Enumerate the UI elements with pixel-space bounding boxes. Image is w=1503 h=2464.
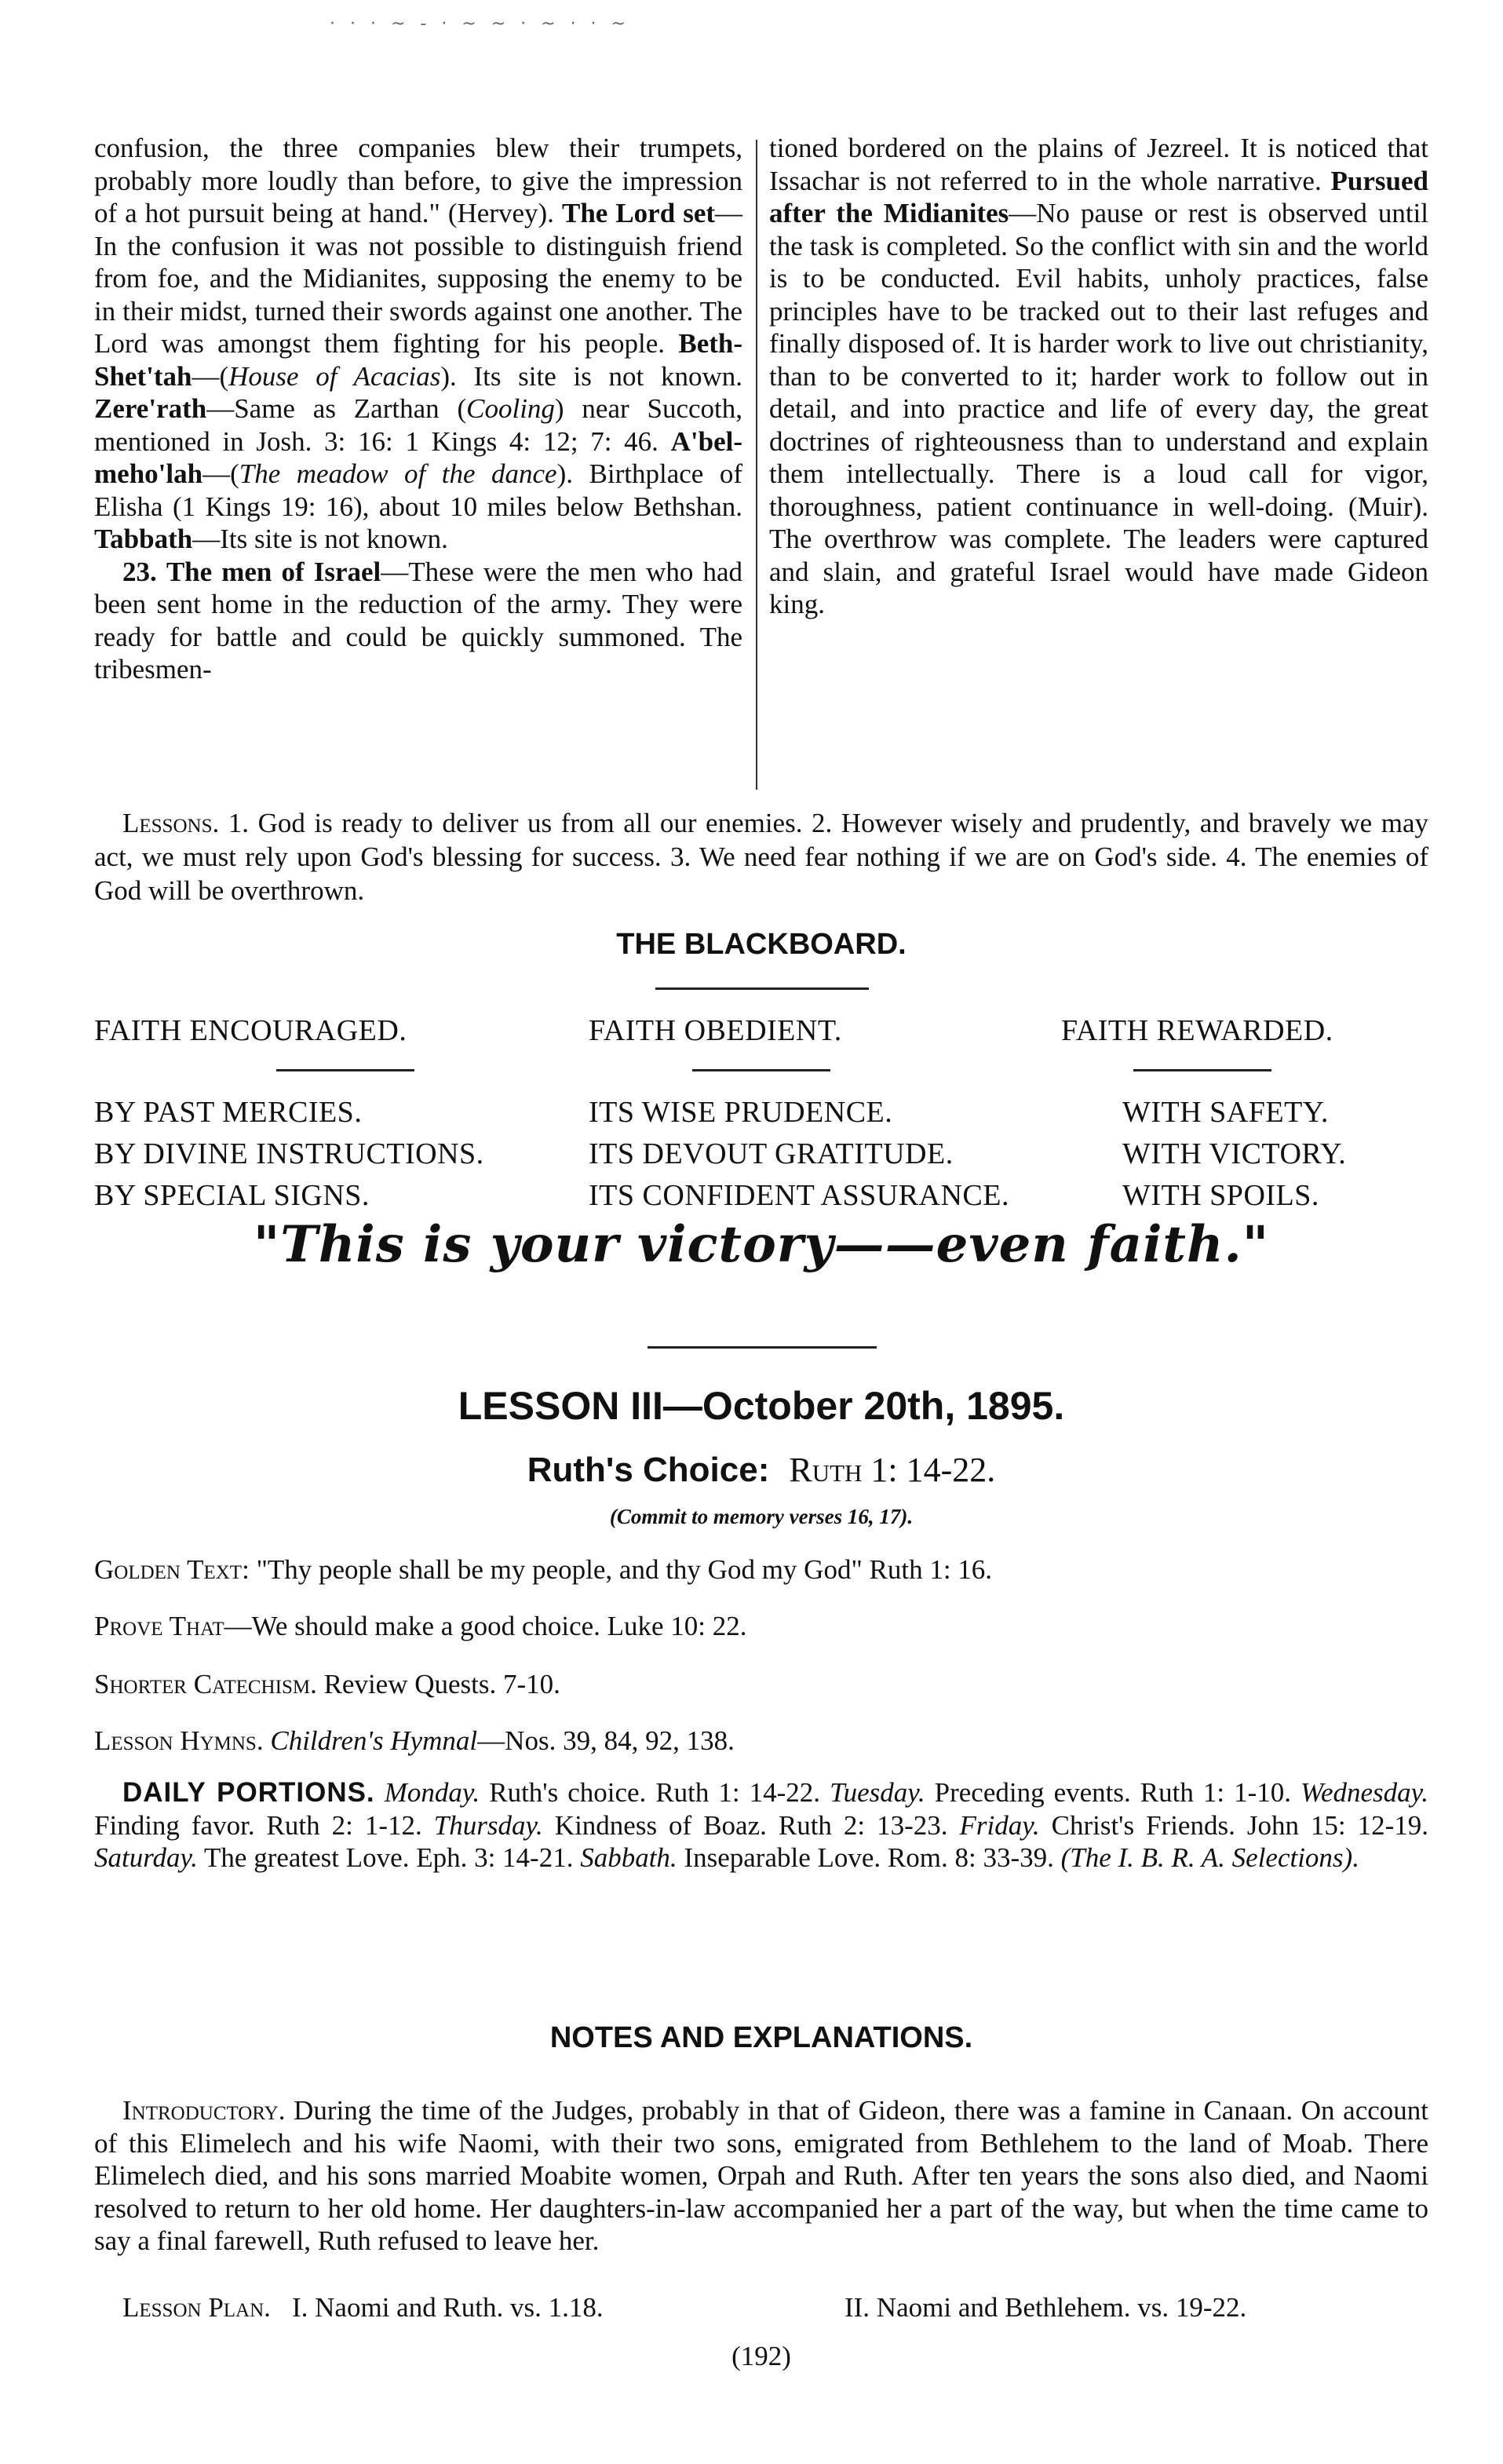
text-run: —These were the men who had been sent home in the reduction of the army. They were ready for battle and could be quickly summoned. The tribesmen- xyxy=(94,556,742,684)
golden-text xyxy=(94,1553,1428,1587)
gloss: The meadow of the dance xyxy=(239,458,557,489)
text-run: —Same as Zarthan ( xyxy=(206,393,467,424)
text-run: ). Its site is not known. xyxy=(440,360,742,392)
left-column xyxy=(94,132,742,686)
golden-text-label: Golden Text: xyxy=(94,1554,250,1585)
text-run: —( xyxy=(202,458,239,489)
catechism-value: Review Quests. 7-10. xyxy=(323,1669,560,1699)
selection-source: (The I. B. R. A. Selections). xyxy=(1060,1842,1359,1873)
blackboard-title: THE BLACKBOARD. xyxy=(616,928,907,961)
blackboard-cell: BY SPECIAL SIGNS. xyxy=(94,1179,370,1212)
hymnal-title: Children's Hymnal xyxy=(270,1725,478,1756)
blackboard-header: FAITH ENCOURAGED. xyxy=(94,1014,407,1047)
day-reading: Inseparable Love. Rom. 8: 33-39. xyxy=(684,1842,1054,1873)
catechism-label: Shorter Catechism. xyxy=(94,1669,317,1699)
daily-portions-label: DAILY PORTIONS. xyxy=(122,1777,375,1808)
right-column-text xyxy=(769,132,1428,621)
day-reading: The greatest Love. Eph. 3: 14-21. xyxy=(204,1842,574,1873)
hymns-numbers: —Nos. 39, 84, 92, 138. xyxy=(477,1725,735,1756)
day-reading: Christ's Friends. John 15: 12-19. xyxy=(1051,1809,1429,1841)
term-abel-meholah: A'bel-meho'lah xyxy=(94,425,743,489)
day-name: Friday. xyxy=(959,1809,1040,1841)
day-reading: Kindness of Boaz. Ruth 2: 13-23. xyxy=(554,1809,948,1841)
verse-23-paragraph xyxy=(94,556,742,686)
divider-rule xyxy=(648,1346,877,1349)
verse-number: 23. xyxy=(122,556,157,587)
introductory-paragraph xyxy=(94,2094,1428,2258)
lessons-paragraph xyxy=(94,806,1428,907)
blackboard-cell: WITH SPOILS. xyxy=(1122,1179,1319,1212)
term-zererath: Zere'rath xyxy=(94,393,207,424)
column-divider xyxy=(756,140,757,790)
lesson-subject xyxy=(94,1448,1428,1492)
blackboard-cell: ITS WISE PRUDENCE. xyxy=(589,1096,893,1129)
notes-title: NOTES AND EXPLANATIONS. xyxy=(549,2021,973,2054)
gloss: House of Acacias xyxy=(228,360,441,392)
lessons-text: 1. God is ready to deliver us from all our enemies. 2. However wisely and prudently, and bravely we may act, we must rely upon God's blessing for success. 3. We need fear nothing if we are on God's side. 4. The enemies of God will be overthrown. xyxy=(94,808,1428,906)
lesson-title: LESSON III—October 20th, 1895. xyxy=(458,1384,1065,1428)
text-run: confusion, the three companies blew their trumpets, probably more loudly than before, to give the impression of a hot pursuit being at hand." (Hervey). xyxy=(94,133,742,228)
day-reading: Preceding events. Ruth 1: 1-10. xyxy=(934,1777,1291,1808)
lesson-plan-part: I. Naomi and Ruth. vs. 1.18. xyxy=(292,2292,604,2323)
divider-rule xyxy=(276,1069,414,1071)
introductory-text: During the time of the Judges, probably in that of Gideon, there was a famine in Canaan. On account of this Elimelech and his wife Naomi, with their two sons, emigrated from Bethlehem to the land of Moab. There Elimelech died, and his sons married Moabite women, Orpah and Ruth. After ten years the sons also died, and Naomi resolved to return to her old home. Her daughters-in-law accompanied her a part of the way, but when the time came to say a final farewell, Ruth refused to leave her. xyxy=(94,2095,1428,2256)
text-run: ). Birthplace of Elisha (1 Kings 19: 16), about 10 miles below Bethshan. xyxy=(94,458,742,522)
blackboard-cell: BY PAST MERCIES. xyxy=(94,1096,363,1129)
left-column-text xyxy=(94,132,742,556)
text-run: —In the confusion it was not possible to distinguish friend from foe, and the Midianites, supposing the enemy to be in their midst, turned their swords against one another. The Lord was amongst them fighting for his people. xyxy=(94,198,743,359)
subject-reference: Ruth 1: 14-22. xyxy=(789,1451,996,1489)
introductory-label: Introductory. xyxy=(122,2095,286,2126)
subject-title: Ruth's Choice: xyxy=(527,1451,770,1489)
day-reading: Ruth's choice. Ruth 1: 14-22. xyxy=(489,1777,821,1808)
scan-artifact: · · · ~ ‑ · ~ ~ · ~ · · ~ xyxy=(330,14,630,34)
lessons-label: Lessons. xyxy=(122,808,220,838)
shorter-catechism xyxy=(94,1667,1428,1702)
two-column-commentary xyxy=(94,132,1428,795)
lesson-hymns xyxy=(94,1724,1428,1758)
hymns-label: Lesson Hymns. xyxy=(94,1725,264,1756)
right-column xyxy=(769,132,1428,621)
day-reading: Finding favor. Ruth 2: 1-12. xyxy=(94,1809,422,1841)
golden-text-value: "Thy people shall be my people, and thy God my God" Ruth 1: 16. xyxy=(256,1554,993,1585)
lesson-plan-label: Lesson Plan. xyxy=(122,2292,271,2323)
blackboard-cell: ITS CONFIDENT ASSURANCE. xyxy=(589,1179,1009,1212)
term-men-of-israel: The men of Israel xyxy=(166,556,381,587)
daily-portions xyxy=(94,1776,1428,1874)
lesson-plan-part: II. Naomi and Bethlehem. vs. 19-22. xyxy=(845,2292,1247,2323)
prove-that xyxy=(94,1609,1428,1644)
term-lord-set: The Lord set xyxy=(561,198,716,228)
day-name: Sabbath. xyxy=(580,1842,677,1873)
day-name: Saturday. xyxy=(94,1842,198,1873)
blackboard-motto: "This is your victory——even faith." xyxy=(253,1215,1270,1274)
day-name: Thursday. xyxy=(433,1809,543,1841)
text-run: —No pause or rest is observed until the task is completed. So the conflict with sin and the world is to be conducted. Evil habits, unholy practices, false principles have to be tracked out to their last refuges and finally disposed of. It is harder work to live out christianity, than to be converted to it; harder work to follow out in detail, and into practice and life of every day, the great doctrines of righteousness than to understand and explain them intellectually. There is a loud call for vigor, thoroughness, patient continuance in well-doing. (Muir). The overthrow was complete. The leaders were captured and slain, and grateful Israel would have made Gideon king. xyxy=(769,198,1428,619)
day-name: Monday. xyxy=(384,1777,480,1808)
text-run: —Its site is not known. xyxy=(192,524,448,554)
term-tabbath: Tabbath xyxy=(94,524,193,554)
divider-rule xyxy=(692,1069,830,1071)
blackboard-cell: ITS DEVOUT GRATITUDE. xyxy=(589,1137,954,1170)
gloss: Cooling xyxy=(466,393,555,424)
divider-rule xyxy=(1133,1069,1271,1071)
day-name: Tuesday. xyxy=(830,1777,925,1808)
text-run: tioned bordered on the plains of Jezreel. It is noticed that Issachar is not referred to in the whole narrative. xyxy=(769,133,1428,196)
blackboard-cell: WITH SAFETY. xyxy=(1122,1096,1329,1129)
text-run: —( xyxy=(192,360,229,392)
term-pursued: Pursued after the Midianites xyxy=(769,165,1429,228)
prove-that-label: Prove That xyxy=(94,1611,224,1641)
day-name: Wednesday. xyxy=(1301,1777,1429,1808)
memory-verses: (Commit to memory verses 16, 17). xyxy=(609,1505,914,1528)
blackboard-cell: BY DIVINE INSTRUCTIONS. xyxy=(94,1137,484,1170)
blackboard-header: FAITH OBEDIENT. xyxy=(589,1014,842,1047)
divider-rule xyxy=(655,987,869,990)
prove-that-value: —We should make a good choice. Luke 10: 22. xyxy=(224,1611,747,1641)
page-number: (192) xyxy=(731,2341,791,2371)
blackboard-header: FAITH REWARDED. xyxy=(1061,1014,1333,1047)
blackboard-cell: WITH VICTORY. xyxy=(1122,1137,1347,1170)
text-run: ) near Succoth, mentioned in Josh. 3: 16: 1 Kings 4: 12; 7: 46. xyxy=(94,393,742,457)
term-beth-shettah: Beth-Shet'tah xyxy=(94,328,742,392)
